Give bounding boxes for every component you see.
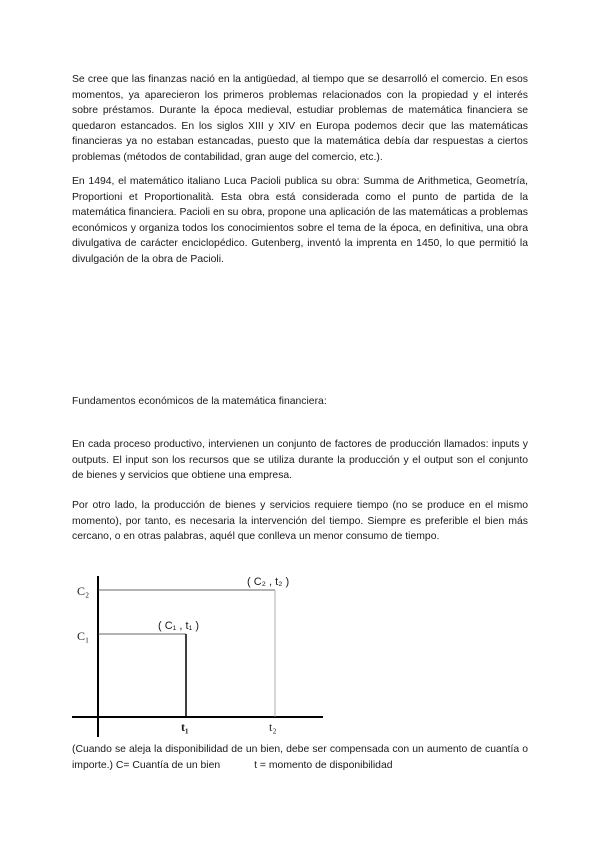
- caption-legend-t: t = momento de disponibilidad: [254, 759, 393, 771]
- x-label-t1: t₁: [181, 720, 189, 734]
- y-label-c2: C₂: [77, 584, 90, 598]
- x-label-t2: t₂: [269, 720, 277, 734]
- point-c1-t1-label: ( C₁ , t₁ ): [158, 620, 200, 632]
- point-c2-t2-label: ( C₂ , t₂ ): [247, 576, 290, 588]
- pacioli-paragraph: En 1494, el matemático italiano Luca Pacioli publica su obra: Summa de Arithmetica, Geometría, Proportioni et Proportionalità. Esta obra está considerada como el punto de partida de la matemática financiera. Pacioli en su obra, propone una aplicación de las matemáticas a problemas económicos y organiza todos los conocimientos sobre el tema de la época, en definitiva, una obra divulgativa de carácter enciclopédico. Gutenberg, inventó la imprenta en 1450, lo que permitió la divulgación de la obra de Pacioli.: [72, 176, 528, 265]
- section-heading: Fundamentos económicos de la matemática financiera:: [72, 396, 327, 407]
- caption-main: (Cuando se aleja la disponibilidad de un bien, debe ser compensada con un aumento de cuantía o importe.) C= Cuantía de un bien: [72, 744, 528, 771]
- time-paragraph: Por otro lado, la producción de bienes y servicios requiere tiempo (no se produce en el mismo momento), por tanto, es necesaria la intervención del tiempo. Siempre es preferible el bien más cercano, o en otras palabras, aquél que conlleva un menor consumo de tiempo.: [72, 500, 528, 543]
- inputs-outputs-paragraph: En cada proceso productivo, intervienen un conjunto de factores de producción llamados: inputs y outputs. El input son los recursos que se utiliza durante la producción y el output son el conjunto de bienes y servicios que obtiene una empresa.: [72, 439, 528, 482]
- intro-paragraph: Se cree que las finanzas nació en la antigüedad, al tiempo que se desarrolló el comercio. En esos momentos, ya aparecieron los primeros problemas relacionados con la propiedad y el interés sobre préstamos. Durante la época medieval, estudiar problemas de matemática financiera se quedaron estancados. En los siglos XIII y XIV en Europa podemos decir que las matemáticas financieras ya no estaban estancadas, puesto que la matemática debía dar respuestas a ciertos problemas (métodos de contabilidad, gran auge del comercio, etc.).: [72, 74, 528, 163]
- y-label-c1: C₁: [77, 629, 90, 643]
- graph-caption: [72, 742, 528, 773]
